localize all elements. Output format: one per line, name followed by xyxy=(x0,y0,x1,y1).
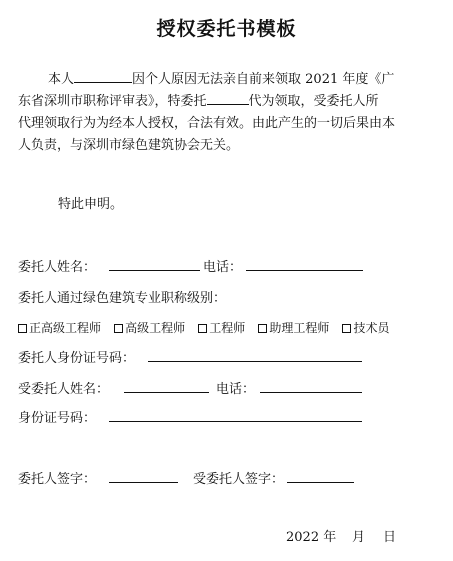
level-option-technician[interactable]: 技术员 xyxy=(342,321,389,335)
para-line-3: 代理领取行为为经本人授权，合法有效。由此产生的一切后果由本 xyxy=(18,116,396,131)
blank-agent-name[interactable] xyxy=(207,92,249,105)
para-line-1 xyxy=(48,69,394,91)
agent-name-field[interactable] xyxy=(124,392,209,393)
agent-name-label: 受委托人姓名： xyxy=(18,382,110,397)
principal-id-label: 委托人身份证号码： xyxy=(18,351,136,366)
principal-id-field[interactable] xyxy=(148,361,362,362)
principal-name-field[interactable] xyxy=(109,270,200,271)
para-line-2 xyxy=(18,91,379,113)
checkbox[interactable] xyxy=(342,324,351,333)
document-title: 授权委托书模板 xyxy=(156,18,297,40)
date-day: 日 xyxy=(383,530,397,545)
phone2-label: 电话： xyxy=(216,382,256,397)
agent-id-field[interactable] xyxy=(109,421,362,422)
phone1-field[interactable] xyxy=(246,270,363,271)
principal-signature-label: 委托人签字： xyxy=(18,472,97,487)
checkbox[interactable] xyxy=(18,324,27,333)
level-option-assistant[interactable]: 助理工程师 xyxy=(258,321,329,335)
principal-signature-field[interactable] xyxy=(109,482,178,483)
level-label: 委托人通过绿色建筑专业职称级别： xyxy=(18,291,227,306)
checkbox[interactable] xyxy=(114,324,123,333)
level-options xyxy=(18,317,389,336)
level-option-senior[interactable]: 高级工程师 xyxy=(114,321,185,335)
principal-name-label: 委托人姓名： xyxy=(18,260,97,275)
level-option-senior-professor[interactable]: 正高级工程师 xyxy=(18,321,101,335)
date-year: 2022 年 xyxy=(286,530,337,545)
phone2-field[interactable] xyxy=(260,392,362,393)
text-segment: 因个人原因无法亲自前来领取 2021 年度《广 xyxy=(132,72,395,87)
level-option-engineer[interactable]: 工程师 xyxy=(198,321,245,335)
agent-signature-label: 受委托人签字： xyxy=(193,472,285,487)
date-month: 月 xyxy=(352,530,366,545)
text-segment: 代为领取，受委托人所 xyxy=(248,94,379,109)
text-segment: 本人 xyxy=(48,72,75,87)
phone1-label: 电话： xyxy=(203,260,243,275)
checkbox[interactable] xyxy=(258,324,267,333)
checkbox[interactable] xyxy=(198,324,207,333)
para-line-4: 人负责，与深圳市绿色建筑协会无关。 xyxy=(18,138,240,153)
agent-signature-field[interactable] xyxy=(287,482,354,483)
blank-principal-name[interactable] xyxy=(74,70,132,83)
declaration-text: 特此申明。 xyxy=(58,197,124,212)
text-segment: 东省深圳市职称评审表》，特委托 xyxy=(18,94,207,109)
agent-id-label: 身份证号码： xyxy=(18,411,97,426)
